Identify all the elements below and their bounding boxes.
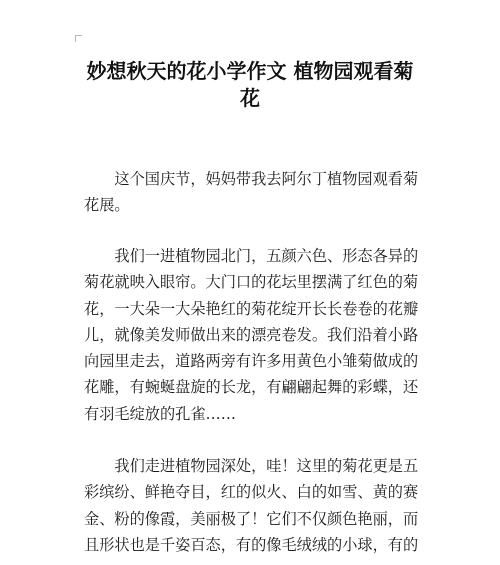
text-line: 花雕，有蜿蜒盘旋的长龙，有翩翩起舞的彩蝶，还 xyxy=(84,378,419,397)
text-line: 有羽毛绽放的孔雀…… xyxy=(84,404,236,423)
paragraph-3 xyxy=(84,453,420,558)
title-line: 花 xyxy=(240,86,260,110)
text-line: 金、粉的像霞，美丽极了！它们不仅颜色艳丽，而 xyxy=(84,509,419,528)
paragraph-2 xyxy=(84,243,420,427)
title-line: 妙想秋天的花小学作文 植物园观看菊 xyxy=(86,59,414,83)
text-line: 且形状也是千姿百态，有的像毛绒绒的小球，有的 xyxy=(84,535,419,554)
text-line: 这个国庆节，妈妈带我去阿尔丁植物园观看菊 xyxy=(84,170,419,188)
text-line: 我们一进植物园北门，五颜六色、形态各异的 xyxy=(84,247,419,265)
page-corner-mark xyxy=(75,35,82,42)
text-line: 向园里走去，道路两旁有许多用黄色小雏菊做成的 xyxy=(84,352,419,371)
text-line: 花展。 xyxy=(84,196,130,215)
text-line: 菊花就映入眼帘。大门口的花坛里摆满了红色的菊 xyxy=(84,273,419,292)
document-title xyxy=(0,58,500,112)
text-line: 花，一大朵一大朵艳红的菊花绽开长长卷卷的花瓣 xyxy=(84,299,419,318)
paragraph-1 xyxy=(84,166,420,219)
text-line: 彩缤纷、鲜艳夺目，红的似火、白的如雪、黄的赛 xyxy=(84,483,419,502)
text-line: 儿，就像美发师做出来的漂亮卷发。我们沿着小路 xyxy=(84,325,419,344)
text-line: 我们走进植物园深处，哇！这里的菊花更是五 xyxy=(84,457,419,475)
